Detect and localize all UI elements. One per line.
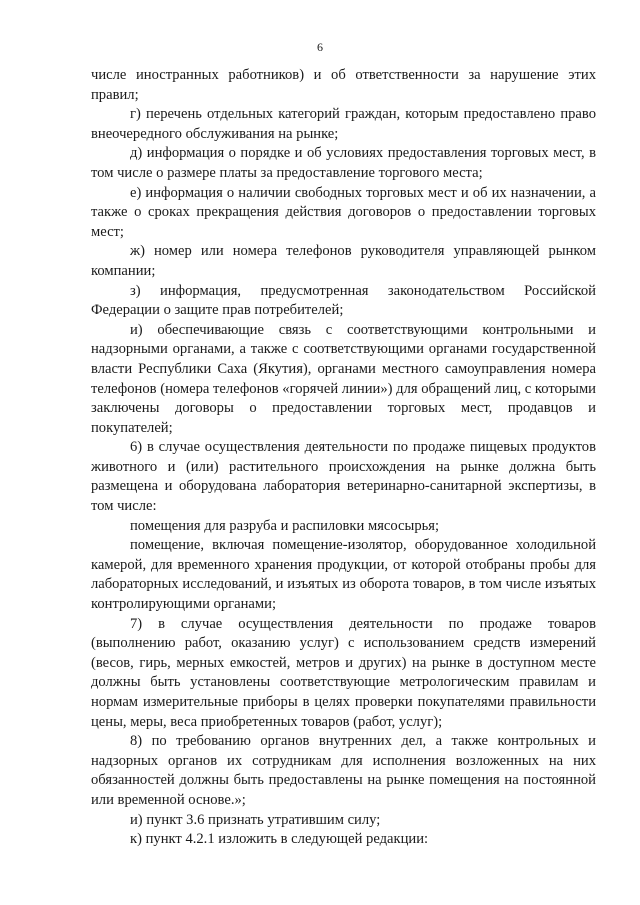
- paragraph: 6) в случае осуществления деятельности по продаже пищевых продуктов животного и (или) растительного происхождения на рынке должна быть размещена и оборудована лаборатория ветеринарно-санитарной экспертизы, в том числе:: [91, 439, 596, 515]
- paragraph: е) информация о наличии свободных торговых мест и об их назначении, а также о сроках прекращения действия договоров о предоставлении торговых мест;: [91, 184, 596, 240]
- paragraph: д) информация о порядке и об условиях предоставления торговых мест, в том числе о размере платы за предоставление торгового места;: [91, 145, 596, 181]
- paragraph: г) перечень отдельных категорий граждан, которым предоставлено право внеочередного обслуживания на рынке;: [91, 106, 596, 142]
- paragraph: з) информация, предусмотренная законодательством Российской Федерации о защите прав потребителей;: [91, 282, 596, 319]
- document-body: [91, 66, 596, 850]
- paragraph: 7) в случае осуществления деятельности по продаже товаров (выполнению работ, оказанию услуг) с использованием средств измерений (весов, гирь, мерных емкостей, метров и других) на рынке в доступном месте должны быть установлены соответствующие метрологическим правилам и нормам измерительные приборы в целях проверки покупателями правильности цены, меры, веса приобретенных товаров (работ, услуг);: [91, 615, 596, 730]
- paragraph: помещения для разруба и распиловки мясосырья;: [130, 517, 440, 534]
- paragraph: ж) номер или номера телефонов руководителя управляющей рынком компании;: [91, 243, 596, 279]
- paragraph: и) пункт 3.6 признать утратившим силу;: [130, 811, 381, 828]
- paragraph: числе иностранных работников) и об ответственности за нарушение этих правил;: [91, 67, 596, 103]
- paragraph: 8) по требованию органов внутренних дел, а также контрольных и надзорных органов их сотрудникам для исполнения возложенных на них обязанностей должны быть предоставлены на рынке помещения на постоянной или временной основе.»;: [91, 733, 596, 808]
- page-number: 6: [317, 40, 323, 54]
- paragraph: и) обеспечивающие связь с соответствующими контрольными и надзорными органами, а также с соответствующими органами государственной власти Республики Саха (Якутия), органами местного самоуправления номера телефонов (номера телефонов «горячей линии») для обращений лиц, с которыми заключены договоры о предоставлении торговых мест, продавцов и покупателей;: [91, 321, 596, 436]
- paragraph: помещение, включая помещение-изолятор, оборудованное холодильной камерой, для временного хранения продукции, от которой отобраны пробы для лабораторных исследований, и изъятых из оборота товаров, в том числе изъятых контролирующими органами;: [91, 537, 596, 613]
- paragraph: к) пункт 4.2.1 изложить в следующей редакции:: [130, 831, 429, 848]
